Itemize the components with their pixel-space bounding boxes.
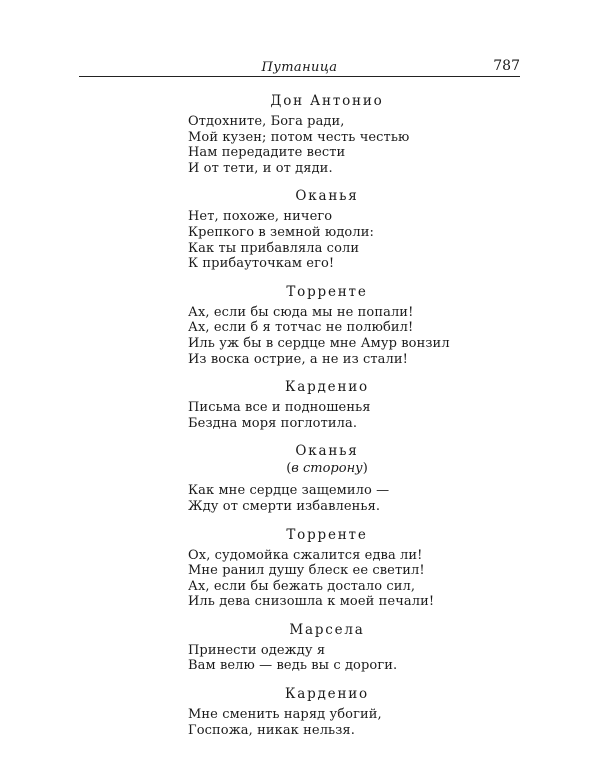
verse-line: Ах, если б я тотчас не полюбил!	[188, 320, 414, 336]
verse-line: Ах, если бы бежать достало сил,	[188, 578, 416, 594]
verse-text	[188, 93, 488, 750]
verse-line: Мне сменить наряд убогий,	[188, 707, 382, 723]
speech-block	[188, 686, 488, 738]
verse-line: К прибауточкам его!	[188, 256, 335, 272]
verse-line: Как мне сердце защемило —	[188, 483, 390, 499]
verse-line: Отдохните, Бога ради,	[188, 114, 345, 129]
speech-block	[188, 443, 488, 514]
verse-line: Как ты прибавляла соли	[188, 240, 360, 256]
verse-line: Госпожа, никак нельзя.	[188, 722, 355, 738]
verse-line: Жду от смерти избавленья.	[188, 498, 381, 514]
verse-lines	[188, 114, 488, 176]
speaker-name: Карденио	[285, 379, 369, 396]
verse-line: Письма все и подношенья	[188, 400, 371, 416]
verse-line: Нам передадите вести	[188, 145, 346, 161]
speech-block	[188, 527, 488, 610]
verse-lines	[188, 209, 488, 271]
verse-line: Ох, судомойка сжалится едва ли!	[188, 547, 423, 563]
speech-block	[188, 622, 488, 674]
verse-line: Принести одежду я	[188, 642, 326, 658]
running-title: Путаница	[261, 60, 338, 75]
speaker-name: Торренте	[286, 283, 368, 300]
stage-direction: (в сторону)	[286, 461, 368, 477]
speaker-name: Оканья	[295, 443, 359, 460]
speaker-name: Дон Антонио	[270, 93, 384, 109]
verse-line: Вам велю — ведь вы с дороги.	[188, 658, 398, 674]
speaker-name: Торренте	[286, 526, 368, 543]
speaker-name: Марсела	[289, 621, 365, 638]
verse-line: Нет, похоже, ничего	[188, 209, 333, 225]
verse-line: Иль дева снизошла к моей печали!	[188, 594, 435, 610]
stage-direction-text: в сторону	[291, 461, 363, 477]
verse-lines	[188, 548, 488, 610]
speech-block	[188, 93, 488, 176]
verse-lines	[188, 707, 488, 738]
verse-line: Крепкого в земной юдоли:	[188, 224, 374, 240]
verse-lines	[188, 400, 488, 431]
verse-line: Мне ранил душу блеск ее светил!	[188, 563, 425, 579]
verse-line: Иль уж бы в сердце мне Амур вонзил	[188, 335, 450, 351]
speaker-name: Карденио	[285, 686, 369, 703]
page-number: 787	[493, 58, 520, 74]
verse-lines	[188, 305, 488, 367]
speech-block	[188, 284, 488, 367]
speech-block	[188, 379, 488, 431]
verse-line: Из воска острие, а не из стали!	[188, 351, 408, 367]
speaker-name: Оканья	[295, 188, 359, 205]
verse-line: Бездна моря поглотила.	[188, 415, 358, 431]
verse-line: И от тети, и от дяди.	[188, 160, 333, 176]
verse-line: Мой кузен; потом честь честью	[188, 129, 410, 145]
speech-block	[188, 188, 488, 271]
running-header	[79, 52, 520, 77]
verse-lines	[188, 483, 488, 514]
verse-lines	[188, 643, 488, 674]
verse-line: Ах, если бы сюда мы не попали!	[188, 304, 414, 320]
